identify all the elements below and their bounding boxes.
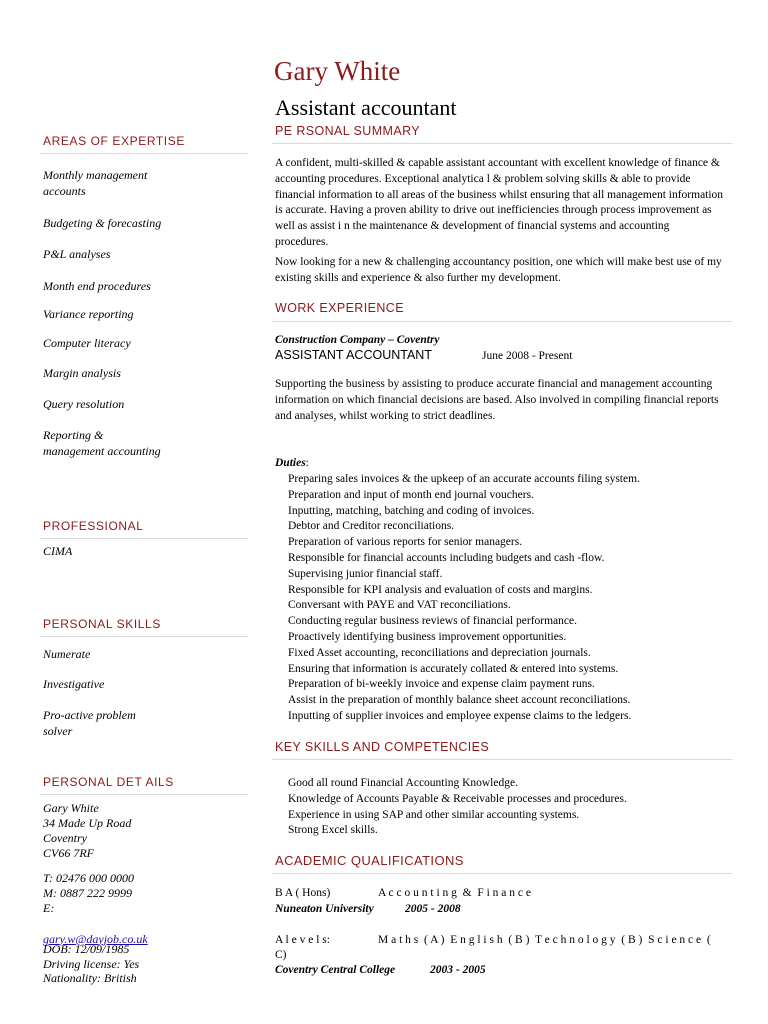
- role-description: Supporting the business by assisting to produce accurate financial and management accounting information on which financial decisions are based. Also involved in compiling financial reports and analyses, whilst working to strict deadlines.: [275, 378, 719, 422]
- list-item: Conversant with PAYE and VAT reconciliations.: [288, 599, 511, 612]
- personal-skills-heading: PERSONAL SKILLS: [43, 617, 161, 631]
- expertise-item: Reporting & management accounting: [43, 428, 161, 458]
- list-item: Fixed Asset accounting, reconciliations and depreciation journals.: [288, 646, 591, 659]
- divider: [272, 759, 732, 760]
- qualification-subject: A c c o u n t i n g & F i n a n c e: [378, 887, 531, 899]
- expertise-item: Query resolution: [43, 397, 125, 411]
- company-name: Construction Company – Coventry: [275, 334, 440, 346]
- email-link-text[interactable]: gary.w@dayjob.co.uk: [43, 931, 148, 946]
- divider: [40, 636, 248, 637]
- skill-item: Numerate: [43, 647, 91, 661]
- areas-heading: AREAS OF EXPERTISE: [43, 134, 185, 148]
- expertise-item: Monthly management accounts: [43, 168, 148, 198]
- list-item: Ensuring that information is accurately collated & entered into systems.: [288, 662, 619, 675]
- list-item: Preparation of various reports for senior managers.: [288, 536, 523, 549]
- skill-item: Pro-active problem solver: [43, 708, 136, 738]
- list-item: Debtor and Creditor reconciliations.: [288, 520, 455, 533]
- duties-colon: :: [305, 457, 309, 469]
- professional-item: CIMA: [43, 544, 73, 558]
- list-item: Conducting regular business reviews of financial performance.: [288, 615, 577, 628]
- summary-paragraph: A confident, multi-skilled & capable assistant accountant with excellent knowledge of finance & accounting procedures. Exceptional analytica l & problem solving skills & able to provide financial information to all areas of the business whilst ensuring that all management information is accurate. Having a proven ability to drive out inefficiencies through process improvement as well as assist i n the maintenance & development of financial systems and accounting procedures.: [275, 157, 724, 248]
- list-item: Good all round Financial Accounting Knowledge.: [288, 777, 518, 789]
- expertise-item: Variance reporting: [43, 307, 134, 321]
- academic-heading: ACADEMIC QUALIFICATIONS: [275, 853, 464, 868]
- work-experience-heading: WORK EXPERIENCE: [275, 301, 404, 315]
- personal-details-heading: PERSONAL DET AILS: [43, 775, 174, 789]
- divider: [40, 153, 248, 154]
- duties-label-text: Duties: [275, 457, 306, 469]
- dob-license-nationality: DOB: 12/09/1985 Driving license: Yes Nationality: British: [43, 942, 140, 985]
- list-item: Inputting of supplier invoices and employee expense claims to the ledgers.: [288, 709, 632, 722]
- divider: [40, 538, 248, 539]
- list-item: Inputting, matching, batching and coding of invoices.: [288, 504, 535, 517]
- institution-years: 2003 - 2005: [430, 964, 486, 976]
- list-item: Knowledge of Accounts Payable & Receivable processes and procedures.: [288, 792, 627, 805]
- list-item: Responsible for financial accounts including budgets and cash -flow.: [288, 551, 605, 564]
- key-skills-heading: KEY SKILLS AND COMPETENCIES: [275, 740, 490, 754]
- expertise-item: P&L analyses: [43, 247, 111, 261]
- personal-summary-heading: PE RSONAL SUMMARY: [275, 124, 421, 138]
- divider: [272, 873, 732, 874]
- list-item: Supervising junior financial staff.: [288, 567, 443, 580]
- expertise-item: Computer literacy: [43, 336, 131, 350]
- contact-block: T: 02476 000 0000 M: 0887 222 9999 E:: [43, 871, 135, 915]
- role-dates: June 2008 - Present: [482, 350, 573, 362]
- divider: [272, 321, 732, 322]
- expertise-item: Budgeting & forecasting: [43, 216, 162, 230]
- candidate-name: Gary White: [274, 56, 401, 86]
- list-item: Responsible for KPI analysis and evaluation of costs and margins.: [288, 583, 593, 596]
- divider: [40, 794, 248, 795]
- list-item: Assist in the preparation of monthly balance sheet account reconciliations.: [288, 694, 631, 707]
- qualification-subject-cont: C): [275, 949, 287, 961]
- institution-years: 2005 - 2008: [405, 903, 461, 915]
- qualification-level: A l e v e l s:: [275, 934, 330, 946]
- expertise-item: Margin analysis: [43, 366, 121, 380]
- expertise-item: Month end procedures: [43, 279, 151, 293]
- list-item: Strong Excel skills.: [288, 824, 378, 837]
- list-item: Preparation and input of month end journal vouchers.: [288, 488, 534, 501]
- duties-label: [275, 457, 309, 469]
- professional-heading: PROFESSIONAL: [43, 519, 144, 533]
- address-block: Gary White 34 Made Up Road Coventry CV66 7RF: [43, 801, 132, 860]
- job-title: Assistant accountant: [275, 95, 457, 120]
- list-item: Experience in using SAP and other similar accounting systems.: [288, 808, 580, 821]
- role-title: ASSISTANT ACCOUNTANT: [275, 348, 432, 362]
- list-item: Preparation of bi-weekly invoice and expense claim payment runs.: [288, 678, 595, 691]
- skill-item: Investigative: [43, 677, 105, 691]
- key-skills-list: [288, 776, 627, 839]
- duties-list: [288, 472, 640, 725]
- qualification-subject: M a t h s ( A ) E n g l i s h ( B ) T e c h n o l o g y ( B ) S c i e n c e (: [378, 934, 711, 946]
- qualification-level: B A ( Hons): [275, 887, 331, 899]
- institution-name: Nuneaton University: [275, 903, 374, 915]
- divider: [272, 143, 732, 144]
- institution-name: Coventry Central College: [275, 964, 396, 976]
- list-item: Proactively identifying business improvement opportunities.: [288, 630, 567, 643]
- list-item: Preparing sales invoices & the upkeep of an accurate accounts filing system.: [288, 473, 640, 485]
- summary-paragraph: Now looking for a new & challenging accountancy position, one which will make best use of my existing skills and experience & also further my development.: [275, 256, 722, 284]
